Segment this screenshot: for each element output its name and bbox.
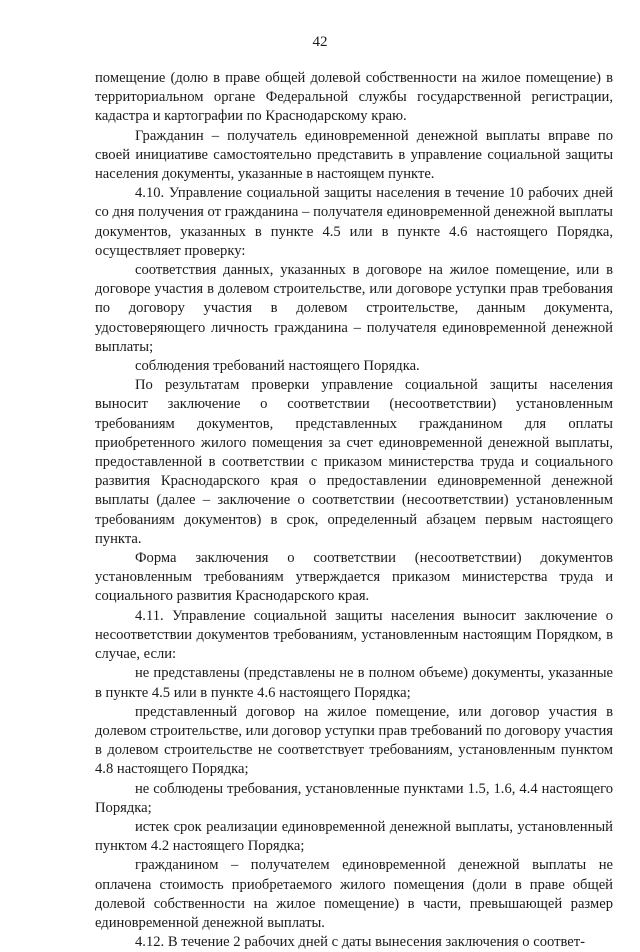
paragraph: не соблюдены требования, установленные пунктами 1.5, 1.6, 4.4 настоящего Порядка; [95,780,613,816]
paragraph: 4.10. Управление социальной защиты населения в течение 10 рабочих дней со дня получения от гражданина – получателя единовременной денежной выплаты документов, указанных в пункте 4.5 или в пункте 4.6 настоящего Порядка, осуществляет проверку: [95,185,613,259]
paragraph: Гражданин – получатель единовременной денежной выплаты вправе по своей инициативе самостоятельно представить в управление социальной защиты населения документы, указанные в настоящем пункте. [95,127,613,183]
paragraph: гражданином – получателем единовременной денежной выплаты не оплачена стоимость приобретаемого жилого помещения (доли в праве общей долевой собственности на жилое помещение) в части, превышающей размер единовременной денежной выплаты. [95,857,613,931]
paragraph: По результатам проверки управление социальной защиты населения выносит заключение о соответствии (несоответствии) установленным требованиям документов, представленных гражданином для оплаты приобретенного жилого помещения за счет единовременной денежной выплаты, предоставленной в соответствии с приказом министерства труда и социального развития Краснодарского края о предоставлении единовременной денежной выплаты (далее – заключение о соответствии (несоответствии) установленным требованиям документов) в срок, определенный абзацем первым настоящего пункта. [95,377,613,547]
paragraph-last: 4.12. В течение 2 рабочих дней с даты вынесения заключения о соответ- [135,934,586,951]
paragraph: истек срок реализации единовременной денежной выплаты, установленный пунктом 4.2 настоящего Порядка; [95,818,613,855]
paragraph: соответствия данных, указанных в договоре на жилое помещение, или в договоре участия в долевом строительстве, или договоре уступки прав требования по договору участия в долевом строительстве, данным документа, удостоверяющего личность гражданина – получателя единовременной денежной выплаты; [95,262,613,355]
paragraph: соблюдения требований настоящего Порядка. [135,358,420,375]
paragraph: не представлены (представлены не в полном объеме) документы, указанные в пункте 4.5 или в пункте 4.6 настоящего Порядка; [95,665,613,701]
paragraph: помещение (долю в праве общей долевой собственности на жилое помещение) в территориальном органе Федеральной службы государственной регистрации, кадастра и картографии по Краснодарскому краю. [95,70,613,125]
paragraph: Форма заключения о соответствии (несоответствии) документов установленным требованиям утверждается приказом министерства труда и социального развития Краснодарского края. [95,550,613,605]
paragraph: представленный договор на жилое помещение, или договор участия в долевом строительстве, или договор уступки прав требований по договору участия в долевом строительстве не соответствует требованиям, установленным пунктом 4.8 настоящего Порядка; [95,703,613,778]
document-body [95,69,613,952]
page-number: 42 [312,34,328,50]
paragraph: 4.11. Управление социальной защиты населения выносит заключение о несоответствии документов требованиям, установленным настоящим Порядком, в случае, если: [95,607,613,663]
